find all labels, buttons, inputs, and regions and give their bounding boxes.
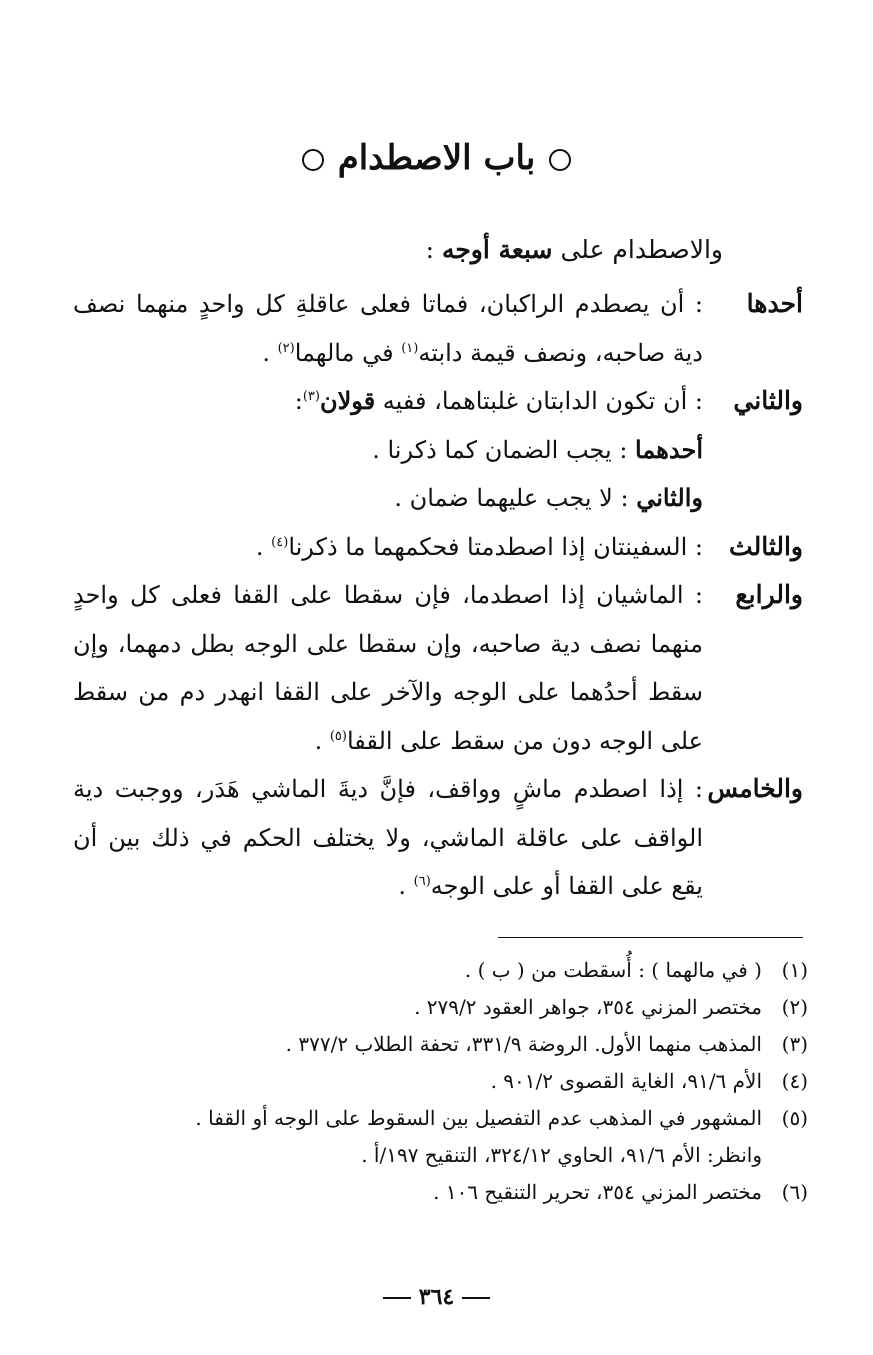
footnote-ref[interactable]: (٤) xyxy=(271,534,289,550)
footnote-text: الأم ٩١/٦، الغاية القصوى ٩٠١/٢ . xyxy=(490,1069,762,1093)
circle-ornament-icon xyxy=(549,149,571,171)
item-bold: قولان xyxy=(319,386,376,415)
chapter-title-text: باب الاصطدام xyxy=(337,138,536,178)
footnote xyxy=(88,1063,808,1100)
circle-ornament-icon xyxy=(302,149,324,171)
item-text: : أن يصطدم الراكبان، فماتا فعلى عاقلةِ كل واحدٍ منهما نصف دية صاحبه، ونصف قيمة دابته xyxy=(73,290,703,367)
chapter-title xyxy=(0,132,873,184)
footnote-ref[interactable]: (٥) xyxy=(329,728,347,744)
footnote xyxy=(88,1100,808,1174)
footnote-ref[interactable]: (١) xyxy=(401,340,419,356)
intro-bold: سبعة أوجه xyxy=(441,235,553,264)
item-label: والثالث xyxy=(729,531,803,561)
item-text: في مالهما xyxy=(294,338,402,367)
footnote-ref[interactable]: (٦) xyxy=(413,874,431,889)
page-number xyxy=(0,1284,873,1310)
footnote-ref[interactable]: (٢) xyxy=(277,340,295,356)
item-label: والخامس xyxy=(707,774,803,803)
footnote-number: (٦) xyxy=(781,1180,808,1204)
item-text: : الماشيان إذا اصطدما، فإن سقطا على القفا فعلى كل واحدٍ منهما نصف دية صاحبه، وإن سقطا على الوجه بطل دمهما، وإن سقط أحدُهما على الوجه والآخر على القفا انهدر دم من سقط على الوجه دون من سقط على القفا xyxy=(73,581,703,755)
footnote xyxy=(88,952,808,989)
footnote-number: (٣) xyxy=(781,1032,808,1056)
footnote xyxy=(88,1174,808,1211)
footnote xyxy=(88,989,808,1026)
intro-line xyxy=(426,228,723,272)
item-first xyxy=(73,280,803,377)
page-number-text: ٣٦٤ xyxy=(418,1284,455,1310)
sub-item-text: : لا يجب عليهما ضمان . xyxy=(394,484,629,512)
sub-item-first xyxy=(73,426,803,475)
item-second xyxy=(73,377,803,426)
item-content xyxy=(73,280,703,377)
item-fifth xyxy=(73,765,803,911)
intro-text: والاصطدام على xyxy=(560,235,723,264)
footnote-text: وانظر: الأم ٩١/٦، الحاوي ٣٢٤/١٢، التنقيح ١٩٧/أ . xyxy=(361,1143,762,1167)
item-content xyxy=(73,377,703,426)
footnote-text: المشهور في المذهب عدم التفصيل بين السقوط على الوجه أو القفا . xyxy=(195,1106,762,1130)
sub-item-second xyxy=(73,474,803,523)
main-text xyxy=(73,280,803,911)
item-end: . xyxy=(314,726,330,755)
footnote xyxy=(88,1026,808,1063)
item-label: والثاني xyxy=(733,386,803,415)
item-content xyxy=(73,571,703,765)
item-fourth xyxy=(73,571,803,765)
item-text: : السفينتان إذا اصطدمتا فحكمهما ما ذكرنا xyxy=(288,532,703,561)
item-end: . xyxy=(262,338,278,367)
footnotes xyxy=(88,952,808,1211)
item-end: : xyxy=(294,387,303,415)
sub-item-label: والثاني xyxy=(636,483,703,512)
footnote-number: (٢) xyxy=(781,995,808,1019)
item-content xyxy=(73,765,703,911)
intro-tail: : xyxy=(425,235,434,264)
item-content xyxy=(73,523,703,572)
item-text: : أن تكون الدابتان غلبتاهما، ففيه xyxy=(375,387,703,415)
dash-ornament xyxy=(462,1297,490,1299)
dash-ornament xyxy=(383,1297,411,1299)
item-third xyxy=(73,523,803,572)
footnote-number: (٤) xyxy=(781,1069,808,1093)
footnote-text-block xyxy=(88,1100,762,1174)
footnote-text: مختصر المزني ٣٥٤، تحرير التنقيح ١٠٦ . xyxy=(433,1180,762,1204)
item-end: . xyxy=(398,872,414,900)
footnote-number: (١) xyxy=(781,958,808,982)
footnote-number: (٥) xyxy=(781,1106,808,1130)
item-end: . xyxy=(255,532,272,561)
sub-item-text: : يجب الضمان كما ذكرنا . xyxy=(372,435,628,464)
item-text: : إذا اصطدم ماشٍ وواقف، فإنَّ ديةَ الماشي هَدَر، ووجبت دية الواقف على عاقلة الماشي، ولا يختلف الحكم في ذلك بين أن يقع على القفا أو على الوجه xyxy=(73,775,703,900)
item-label: والرابع xyxy=(735,580,803,609)
item-label: أحدها xyxy=(746,289,803,318)
footnote-text: مختصر المزني ٣٥٤، جواهر العقود ٢٧٩/٢ . xyxy=(414,995,762,1019)
sub-item-label: أحدهما xyxy=(635,434,703,464)
footnote-text: ( في مالهما ) : أُسقطت من ( ب ) . xyxy=(464,958,762,982)
footnote-ref[interactable]: (٣) xyxy=(302,389,320,404)
footnote-divider xyxy=(498,937,803,938)
footnote-text: المذهب منهما الأول. الروضة ٣٣١/٩، تحفة الطلاب ٣٧٧/٢ . xyxy=(285,1032,762,1056)
